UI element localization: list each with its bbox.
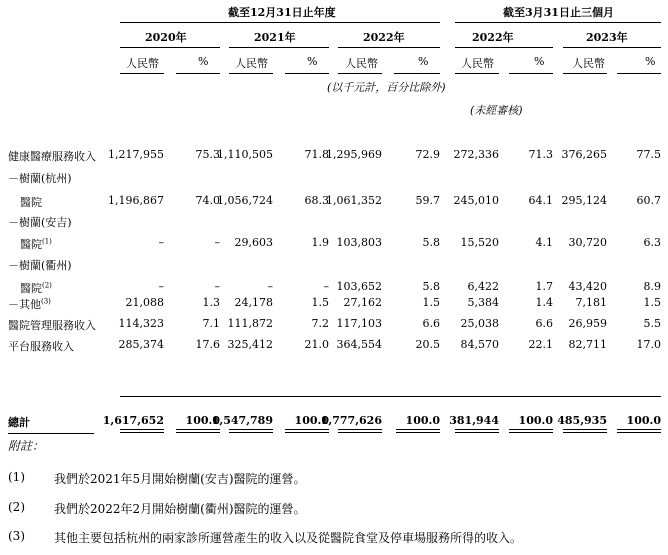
table-cell: – [267,280,273,293]
table-cell: 68.3 [304,194,329,207]
notes-rule [8,433,94,434]
period-year-header: 截至12月31日止年度 [228,6,336,19]
table-cell: 295,124 [561,194,607,207]
sub-rule [455,73,499,74]
footnote-ref: (2) [42,281,52,290]
table-cell: 376,265 [561,148,607,161]
row-label [8,317,96,333]
table-cell: 21.0 [304,338,329,351]
table-cell: 77.5 [636,148,661,161]
row-label-text: 醫院管理服務收入 [8,319,96,332]
table-cell: 285,374 [118,338,164,351]
table-cell: 1.9 [311,236,329,249]
col-pct-2021: % [307,55,318,68]
total-double-rule [455,432,499,433]
total-double-rule [617,432,661,433]
total-double-rule [285,432,329,433]
table-cell: 1.5 [422,296,440,309]
total-double-rule [338,429,382,430]
table-cell: 111,872 [227,317,273,330]
table-cell: 27,162 [343,296,382,309]
table-cell: 71.3 [528,148,553,161]
row-label-text: －樹蘭(安吉) [8,216,72,229]
period-quarter-rule [455,22,661,23]
row-label [8,148,96,164]
total-cell: 381,944 [449,414,499,427]
col-rmb-2022: 人民幣 [345,57,378,70]
total-cell: 100.0 [626,414,661,427]
table-cell: 30,720 [568,236,607,249]
col-pct-2020: % [198,55,209,68]
total-cell: 485,935 [557,414,607,427]
table-cell: 7,181 [575,296,607,309]
table-cell: 5.8 [422,280,440,293]
col-pct-2023-q: % [645,55,656,68]
row-label [8,338,74,354]
row-label-text: 醫院 [20,282,42,295]
col-rmb-2021: 人民幣 [235,57,268,70]
table-cell: 1,217,955 [108,148,164,161]
col-pct-2022-q: % [534,55,545,68]
table-cell: 325,412 [227,338,273,351]
table-cell: 8.9 [643,280,661,293]
total-double-rule [563,432,607,433]
row-label-text: －其他 [8,298,41,311]
table-cell: 64.1 [528,194,553,207]
total-double-rule [509,432,553,433]
total-double-rule [396,429,440,430]
table-cell: 60.7 [636,194,661,207]
table-cell: 71.8 [304,148,329,161]
table-cell: 59.7 [415,194,440,207]
total-double-rule [396,432,440,433]
row-label-text: －樹蘭(衢州) [8,259,72,272]
table-cell: – [158,236,164,249]
sub-rule [394,73,440,74]
table-cell: 4.1 [535,236,553,249]
sub-rule [563,73,607,74]
table-cell: 1,110,505 [217,148,273,161]
table-cell: 6,422 [467,280,499,293]
table-cell: 272,336 [453,148,499,161]
table-cell: 17.0 [636,338,661,351]
table-cell: – [323,280,329,293]
table-cell: 74.0 [195,194,220,207]
table-cell: 7.2 [311,317,329,330]
year-header-2020: 2020年 [145,31,187,44]
table-cell: 5.5 [643,317,661,330]
total-cell: 1,777,626 [320,414,382,427]
table-cell: 114,323 [118,317,164,330]
row-label-text: －樹蘭(杭州) [8,172,72,185]
total-double-rule [176,432,220,433]
sub-rule [229,73,273,74]
table-cell: 103,803 [336,236,382,249]
row-label-text: 醫院 [20,238,42,251]
total-cell: 1,547,789 [211,414,273,427]
row-label-text: 健康醫療服務收入 [8,150,96,163]
row-label [8,296,51,312]
total-double-rule [563,429,607,430]
note-2-number: (2) [8,500,25,514]
row-label-text: 平台服務收入 [8,340,74,353]
total-cell: 100.0 [294,414,329,427]
total-cell: 100.0 [405,414,440,427]
year-rule-2021 [229,47,329,48]
sub-rule [617,73,661,74]
total-double-rule [229,432,273,433]
row-label [8,214,72,230]
table-cell: 1.7 [535,280,553,293]
total-label: 總計 [8,416,30,429]
note-1-number: (1) [8,470,25,484]
year-rule-2022-q [455,47,553,48]
total-cell: 100.0 [518,414,553,427]
table-cell: 1.5 [311,296,329,309]
table-cell: 1,056,724 [217,194,273,207]
sub-rule [509,73,553,74]
unit-note: (以千元計，百分比除外) [327,81,446,94]
row-label [20,194,42,210]
year-header-2023-q: 2023年 [586,31,628,44]
col-rmb-2023-q: 人民幣 [572,57,605,70]
table-cell: 6.6 [535,317,553,330]
sub-rule [338,73,382,74]
table-cell: 1,196,867 [108,194,164,207]
period-year-rule [120,22,440,23]
table-cell: 7.1 [202,317,220,330]
table-cell: 21,088 [125,296,164,309]
table-cell: 1.4 [535,296,553,309]
row-label [8,170,72,186]
year-header-2022-q: 2022年 [472,31,514,44]
table-cell: 29,603 [234,236,273,249]
unaudited-note: (未經審核) [470,104,523,117]
total-double-rule [120,432,164,433]
table-cell: – [214,236,220,249]
table-cell: 1.5 [643,296,661,309]
row-label [8,257,72,273]
total-cell: 100.0 [185,414,220,427]
table-cell: 75.3 [195,148,220,161]
total-cell: 1,617,652 [102,414,164,427]
total-double-rule [176,429,220,430]
year-header-2022: 2022年 [363,31,405,44]
table-cell: 26,959 [568,317,607,330]
table-cell: 20.5 [415,338,440,351]
table-cell: 17.6 [195,338,220,351]
total-double-rule [120,429,164,430]
period-quarter-header: 截至3月31日止三個月 [503,6,614,19]
note-3-number: (3) [8,529,25,543]
note-2-text: 我們於2022年2月開始樹蘭(衢州)醫院的運營。 [54,502,306,516]
table-cell: 84,570 [460,338,499,351]
footnote-ref: (1) [42,237,52,246]
table-cell: 6.3 [643,236,661,249]
table-cell: 6.6 [422,317,440,330]
col-rmb-2020: 人民幣 [126,57,159,70]
table-cell: 103,652 [336,280,382,293]
row-label [20,236,52,252]
col-rmb-2022-q: 人民幣 [461,57,494,70]
row-label [20,280,52,296]
year-rule-2022 [338,47,440,48]
year-rule-2020 [120,47,220,48]
sub-rule [285,73,329,74]
notes-title: 附註： [8,439,45,453]
table-cell: 1,295,969 [326,148,382,161]
total-double-rule [285,429,329,430]
table-cell: 117,103 [336,317,382,330]
sub-rule [176,73,220,74]
table-cell: 245,010 [453,194,499,207]
table-cell: 22.1 [528,338,553,351]
col-pct-2022: % [418,55,429,68]
table-cell: – [214,280,220,293]
table-cell: 72.9 [415,148,440,161]
table-cell: 1,061,352 [326,194,382,207]
table-cell: 24,178 [234,296,273,309]
total-double-rule [338,432,382,433]
sub-rule [120,73,164,74]
note-3-text: 其他主要包括杭州的兩家診所運營產生的收入以及從醫院食堂及停車場服務所得的收入。 [54,531,523,545]
total-double-rule [617,429,661,430]
note-1-text: 我們於2021年5月開始樹蘭(安吉)醫院的運營。 [54,472,306,486]
table-cell: 15,520 [460,236,499,249]
table-cell: 43,420 [568,280,607,293]
table-cell: 364,554 [336,338,382,351]
table-cell: 5.8 [422,236,440,249]
year-header-2021: 2021年 [254,31,296,44]
total-top-rule [120,396,661,397]
year-rule-2023-q [563,47,661,48]
table-cell: 1.3 [202,296,220,309]
total-double-rule [455,429,499,430]
table-cell: 25,038 [460,317,499,330]
footnote-ref: (3) [41,297,51,306]
row-label-text: 醫院 [20,196,42,209]
total-double-rule [509,429,553,430]
total-double-rule [229,429,273,430]
table-cell: 82,711 [568,338,607,351]
table-cell: – [158,280,164,293]
table-cell: 5,384 [467,296,499,309]
